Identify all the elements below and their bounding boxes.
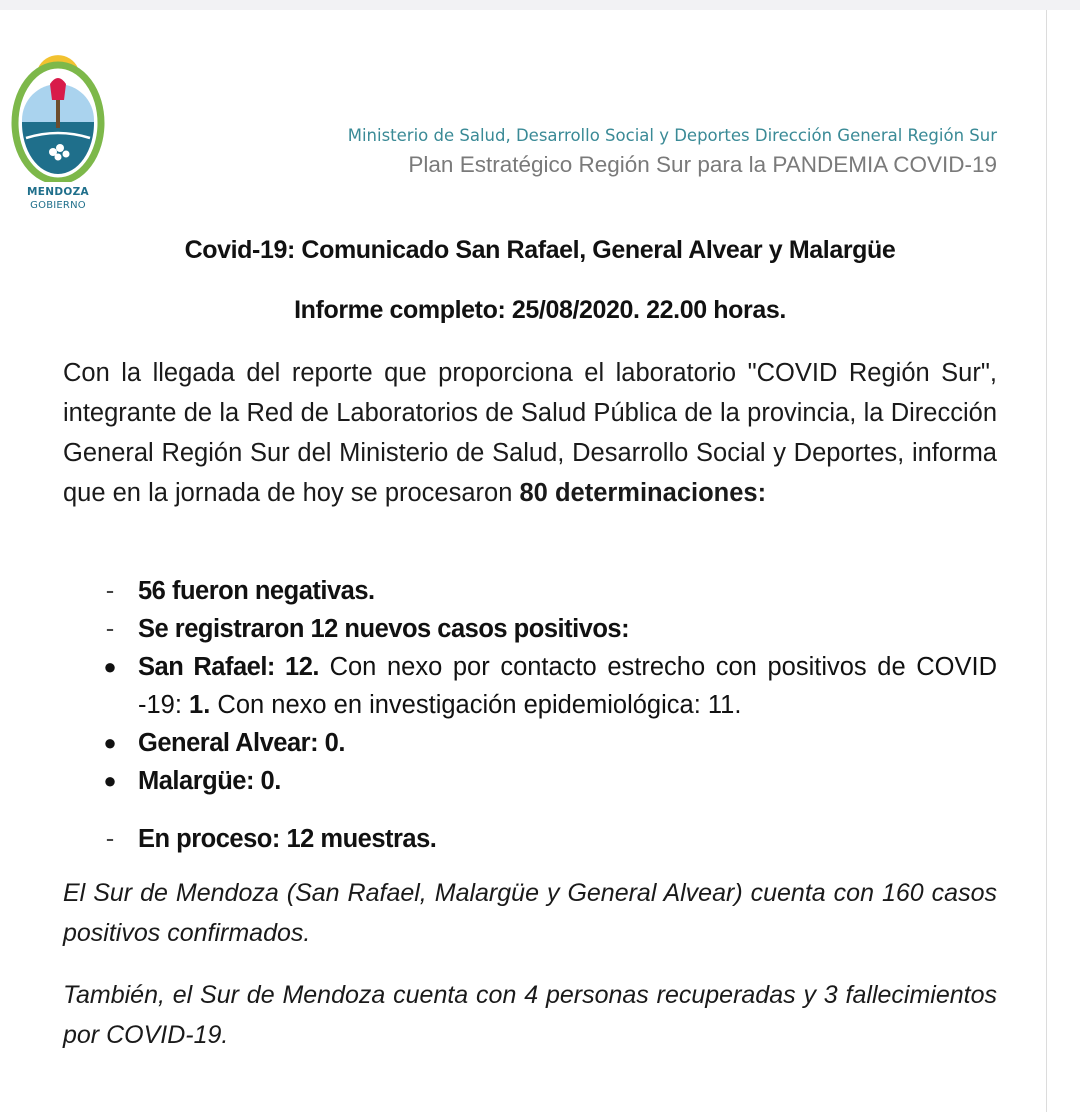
mendoza-government-logo [8, 48, 108, 216]
ministry-header: Ministerio de Salud, Desarrollo Social y Deportes Dirección General Región Sur [347, 126, 997, 145]
coat-of-arms-icon [8, 48, 108, 182]
nuevos-casos-text: Se registraron 12 nuevos casos positivos: [138, 615, 630, 643]
confirmed-cases-paragraph: El Sur de Mendoza (San Rafael, Malargüe y General Alvear) cuenta con 160 casos positivos confirmados. [63, 879, 997, 947]
logo-text-gobierno: GOBIERNO [30, 200, 86, 211]
san-rafael-label: San Rafael: 12. [138, 653, 319, 681]
general-alvear-text: General Alvear: 0. [138, 729, 345, 757]
document-title: Covid-19: Comunicado San Rafael, General Alvear y Malargüe [184, 236, 896, 264]
san-rafael-contact-count: 1. [189, 691, 211, 719]
dash-marker: - [105, 577, 115, 605]
intro-paragraph [63, 353, 997, 513]
dash-marker: - [105, 615, 115, 643]
bullet-icon: ● [103, 730, 117, 755]
report-date-heading: Informe completo: 25/08/2020. 22.00 horas. [294, 296, 786, 324]
san-rafael-detail-b: Con nexo en investigación epidemiológica: 11. [210, 691, 742, 719]
malargue-text: Malargüe: 0. [138, 767, 281, 795]
negativas-text: 56 fueron negativas. [138, 577, 375, 605]
plan-header: Plan Estratégico Región Sur para la PANDEMIA COVID-19 [408, 152, 997, 177]
intro-text: Con la llegada del reporte que proporciona el laboratorio "COVID Región Sur", integrante de la Red de Laboratorios de Salud Pública de la provincia, la Dirección General Región Sur del Ministerio de Salud, Desarrollo Social y Deportes, informa que en la jornada de hoy se procesaron [63, 359, 997, 507]
top-border-strip [0, 0, 1080, 10]
bullet-icon: ● [103, 768, 117, 793]
san-rafael-text [138, 648, 997, 724]
page-edge-line [1046, 10, 1047, 1112]
logo-text-mendoza: MENDOZA [27, 186, 89, 198]
en-proceso-text: En proceso: 12 muestras. [138, 825, 437, 853]
intro-bold-count: 80 determinaciones: [519, 479, 767, 507]
bullet-icon: ● [103, 654, 117, 679]
dash-marker: - [105, 825, 115, 853]
recovered-deaths-paragraph: También, el Sur de Mendoza cuenta con 4 personas recuperadas y 3 fallecimientos por COVID-19. [63, 981, 997, 1049]
san-rafael-detail-a: Con nexo por contacto estrecho con positivos de COVID -19: [138, 653, 998, 719]
